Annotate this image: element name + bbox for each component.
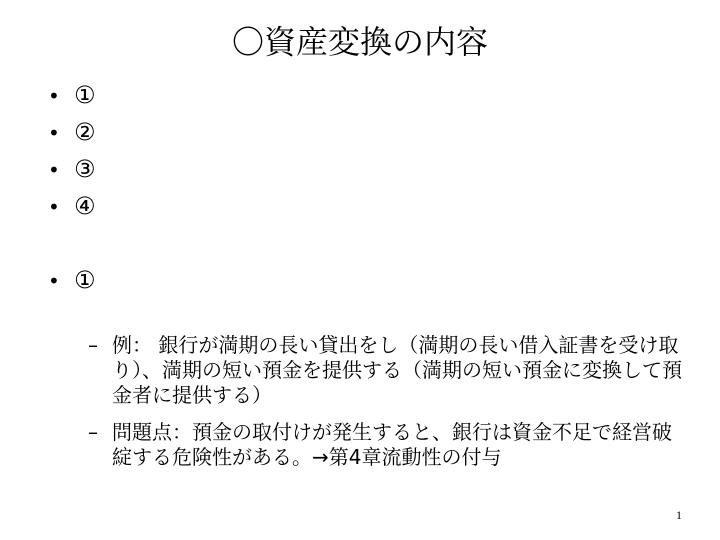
bullet-item-5 — [48, 265, 96, 296]
bullet-item-2 — [48, 117, 96, 148]
sub-bullet-example — [88, 333, 688, 408]
bullet-text: ③ — [74, 155, 96, 183]
bullet-item-3 — [48, 154, 96, 185]
bullet-marker: • — [48, 195, 60, 219]
bullet-marker: • — [48, 158, 60, 182]
bullet-marker: • — [48, 121, 60, 145]
sub-bullet-text: 問題点：預金の取付けが発生すると、銀行は資金不足で経営破綻する危険性がある。→第4章流動性の付与 — [112, 420, 672, 469]
sub-bullet-problem — [88, 420, 688, 470]
bullet-item-4 — [48, 191, 96, 222]
sub-bullet-marker: – — [88, 333, 98, 357]
bullet-text: ② — [74, 118, 96, 146]
bullet-item-1 — [48, 80, 96, 111]
bullet-text: ④ — [74, 192, 96, 220]
sub-bullet-text: 例： 銀行が満期の長い貸出をし（満期の長い借入証書を受け取り）、満期の短い預金を提供する（満期の短い預金に変換して預金者に提供する） — [112, 333, 682, 407]
slide-title: 〇資産変換の内容 — [231, 23, 488, 61]
sub-bullet-marker: – — [88, 420, 98, 444]
bullet-text: ① — [74, 81, 96, 109]
bullet-marker: • — [48, 269, 60, 293]
bullet-text: ① — [74, 266, 96, 294]
page-number: 1 — [676, 508, 682, 522]
bullet-marker: • — [48, 84, 60, 108]
